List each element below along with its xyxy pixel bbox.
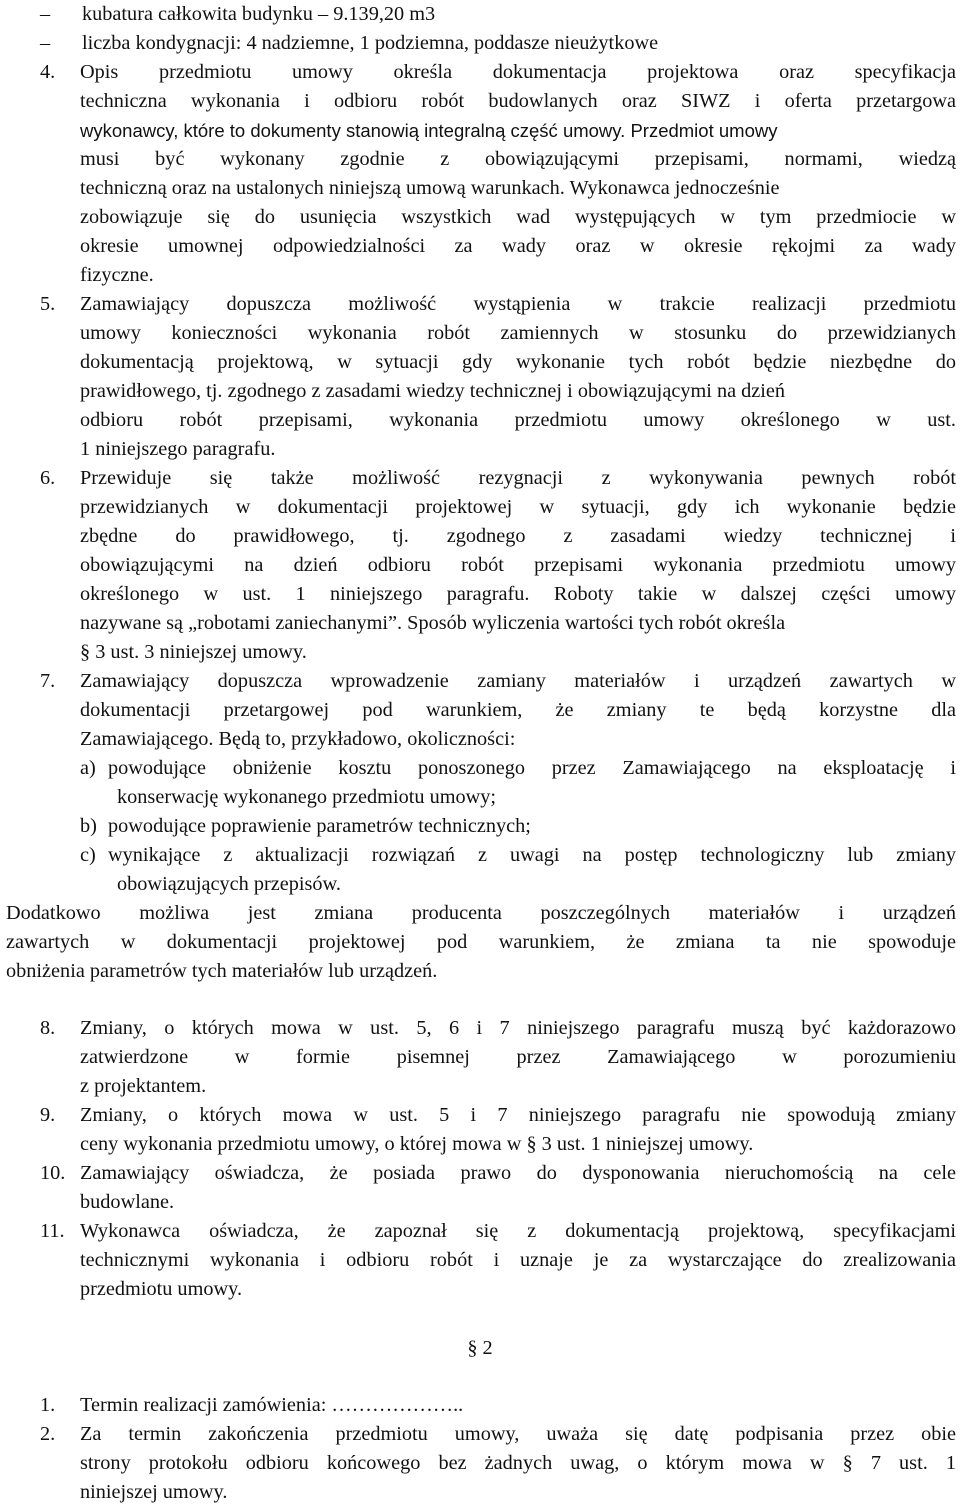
sub-list <box>0 754 960 899</box>
clause-line: techniczna wykonania i odbioru robót budowlanych oraz SIWZ i oferta przetargowa <box>80 90 956 112</box>
clause-line: dokumentacją projektową, w sytuacji gdy wykonanie tych robót będzie niezbędne do <box>80 351 956 373</box>
clause-line: obowiązującymi na dzień odbioru robót przepisami wykonania przedmiotu umowy <box>80 554 956 576</box>
clause-9 <box>0 1101 960 1159</box>
clause-line: Zamawiający oświadcza, że posiada prawo do dysponowania nieruchomością na cele <box>80 1162 956 1184</box>
clause-line: techniczną oraz na ustalonych niniejszą umową warunkach. Wykonawca jednocześnie <box>80 177 780 199</box>
clause-8 <box>0 1014 960 1101</box>
additional-paragraph <box>0 899 960 986</box>
list-item-text: wynikające z aktualizacji rozwiązań z uwagi na postęp technologiczny lub zmiany <box>108 844 956 866</box>
clause-line: przewidzianych w dokumentacji projektowej w sytuacji, gdy ich wykonanie będzie <box>80 496 956 518</box>
list-item <box>0 29 960 58</box>
clause-line: prawidłowego, tj. zgodnego z zasadami wiedzy technicznej i obowiązującymi na dzień <box>80 380 786 402</box>
dash-list <box>0 0 960 58</box>
list-marker: b) <box>80 815 97 837</box>
clause-7 <box>0 667 960 754</box>
section-title: § 2 <box>467 1337 493 1359</box>
list-item-text: powodujące obniżenie kosztu ponoszonego przez Zamawiającego na eksploatację i <box>108 757 956 779</box>
clause-line: przedmiotu umowy. <box>80 1278 243 1300</box>
clause-number: 7. <box>40 670 56 692</box>
clause-number: 10. <box>40 1162 66 1184</box>
list-item <box>0 841 960 870</box>
paragraph-line: zawartych w dokumentacji projektowej pod warunkiem, że zmiana ta nie spowoduje <box>6 931 956 953</box>
list-item-text: obowiązujących przepisów. <box>117 873 341 895</box>
list-marker: c) <box>80 844 96 866</box>
list-item <box>0 754 960 783</box>
clause-number: 2. <box>40 1423 56 1445</box>
clause-line: Zmiany, o których mowa w ust. 5 i 7 niniejszego paragrafu nie spowodują zmiany <box>80 1104 956 1126</box>
clause-line: 1 niniejszego paragrafu. <box>80 438 276 460</box>
clause-line: strony protokołu odbioru końcowego bez żadnych uwag, o którym mowa w § 7 ust. 1 <box>80 1452 956 1474</box>
section-2-clause-1 <box>0 1391 960 1420</box>
clause-line: odbioru robót przepisami, wykonania przedmiotu umowy określonego w ust. <box>80 409 956 431</box>
clause-line: Zmiany, o których mowa w ust. 5, 6 i 7 niniejszego paragrafu muszą być każdorazowo <box>80 1017 956 1039</box>
list-item-text: konserwację wykonanego przedmiotu umowy; <box>117 786 497 808</box>
clause-line: fizyczne. <box>80 264 154 286</box>
clause-line: musi być wykonany zgodnie z obowiązującymi przepisami, normami, wiedzą <box>80 148 956 170</box>
list-item <box>0 812 960 841</box>
clause-line: określonego w ust. 1 niniejszego paragrafu. Roboty takie w dalszej części umowy <box>80 583 956 605</box>
clause-line: technicznymi wykonania i odbioru robót i uznaje je za wystarczające do zrealizowania <box>80 1249 956 1271</box>
list-marker: – <box>40 32 51 54</box>
clause-line: dokumentacji przetargowej pod warunkiem, że zmiany te będą korzystne dla <box>80 699 956 721</box>
list-item-text: kubatura całkowita budynku – 9.139,20 m3 <box>82 3 436 25</box>
clause-line: budowlane. <box>80 1191 175 1213</box>
list-item-text: liczba kondygnacji: 4 nadziemne, 1 podziemna, poddasze nieużytkowe <box>82 32 659 54</box>
clause-number: 5. <box>40 293 56 315</box>
list-marker: a) <box>80 757 96 779</box>
list-marker: – <box>40 3 51 25</box>
paragraph-line: obniżenia parametrów tych materiałów lub urządzeń. <box>6 960 438 982</box>
clause-number: 8. <box>40 1017 56 1039</box>
clause-line: ceny wykonania przedmiotu umowy, o której mowa w § 3 ust. 1 niniejszej umowy. <box>80 1133 754 1155</box>
clause-line: Przewiduje się także możliwość rezygnacji z wykonywania pewnych robót <box>80 467 956 489</box>
clause-line: Za termin zakończenia przedmiotu umowy, uważa się datę podpisania przez obie <box>80 1423 956 1445</box>
clause-line: nazywane są „robotami zaniechanymi”. Sposób wyliczenia wartości tych robót określa <box>80 612 786 634</box>
clause-number: 6. <box>40 467 56 489</box>
clause-6 <box>0 464 960 667</box>
clause-number: 9. <box>40 1104 56 1126</box>
clause-line: zobowiązuje się do usunięcia wszystkich wad występujących w tym przedmiocie w <box>80 206 956 228</box>
clause-line: zbędne do prawidłowego, tj. zgodnego z zasadami wiedzy technicznej i <box>80 525 956 547</box>
clause-4 <box>0 58 960 290</box>
list-item-text: powodujące poprawienie parametrów technicznych; <box>108 815 531 837</box>
clause-line: Zamawiający dopuszcza możliwość wystąpienia w trakcie realizacji przedmiotu <box>80 293 956 315</box>
clause-line: z projektantem. <box>80 1075 207 1097</box>
clause-line: zatwierdzone w formie pisemnej przez Zamawiającego w porozumieniu <box>80 1046 956 1068</box>
paragraph-line: Dodatkowo możliwa jest zmiana producenta poszczególnych materiałów i urządzeń <box>6 902 956 924</box>
clause-number: 11. <box>40 1220 65 1242</box>
clause-number: 4. <box>40 61 56 83</box>
clause-line: niniejszej umowy. <box>80 1481 228 1503</box>
clause-line: wykonawcy, które to dokumenty stanowią integralną część umowy. Przedmiot umowy <box>80 120 778 141</box>
clause-line: umowy konieczności wykonania robót zamiennych w stosunku do przewidzianych <box>80 322 956 344</box>
clause-line: Zamawiającego. Będą to, przykładowo, okoliczności: <box>80 728 516 750</box>
clause-line: § 3 ust. 3 niniejszej umowy. <box>80 641 307 663</box>
clause-number: 1. <box>40 1394 56 1416</box>
clause-line: Zamawiający dopuszcza wprowadzenie zamiany materiałów i urządzeń zawartych w <box>80 670 956 692</box>
clause-line: Termin realizacji zamówienia: ……………….. <box>80 1394 464 1416</box>
section-2-clause-2 <box>0 1420 960 1507</box>
clause-11 <box>0 1217 960 1304</box>
clause-line: Wykonawca oświadcza, że zapoznał się z dokumentacją projektową, specyfikacjami <box>80 1220 956 1242</box>
list-item <box>0 0 960 29</box>
clause-5 <box>0 290 960 464</box>
clause-line: Opis przedmiotu umowy określa dokumentacja projektowa oraz specyfikacja <box>80 61 956 83</box>
clause-line: okresie umownej odpowiedzialności za wady oraz w okresie rękojmi za wady <box>80 235 956 257</box>
clause-10 <box>0 1159 960 1217</box>
